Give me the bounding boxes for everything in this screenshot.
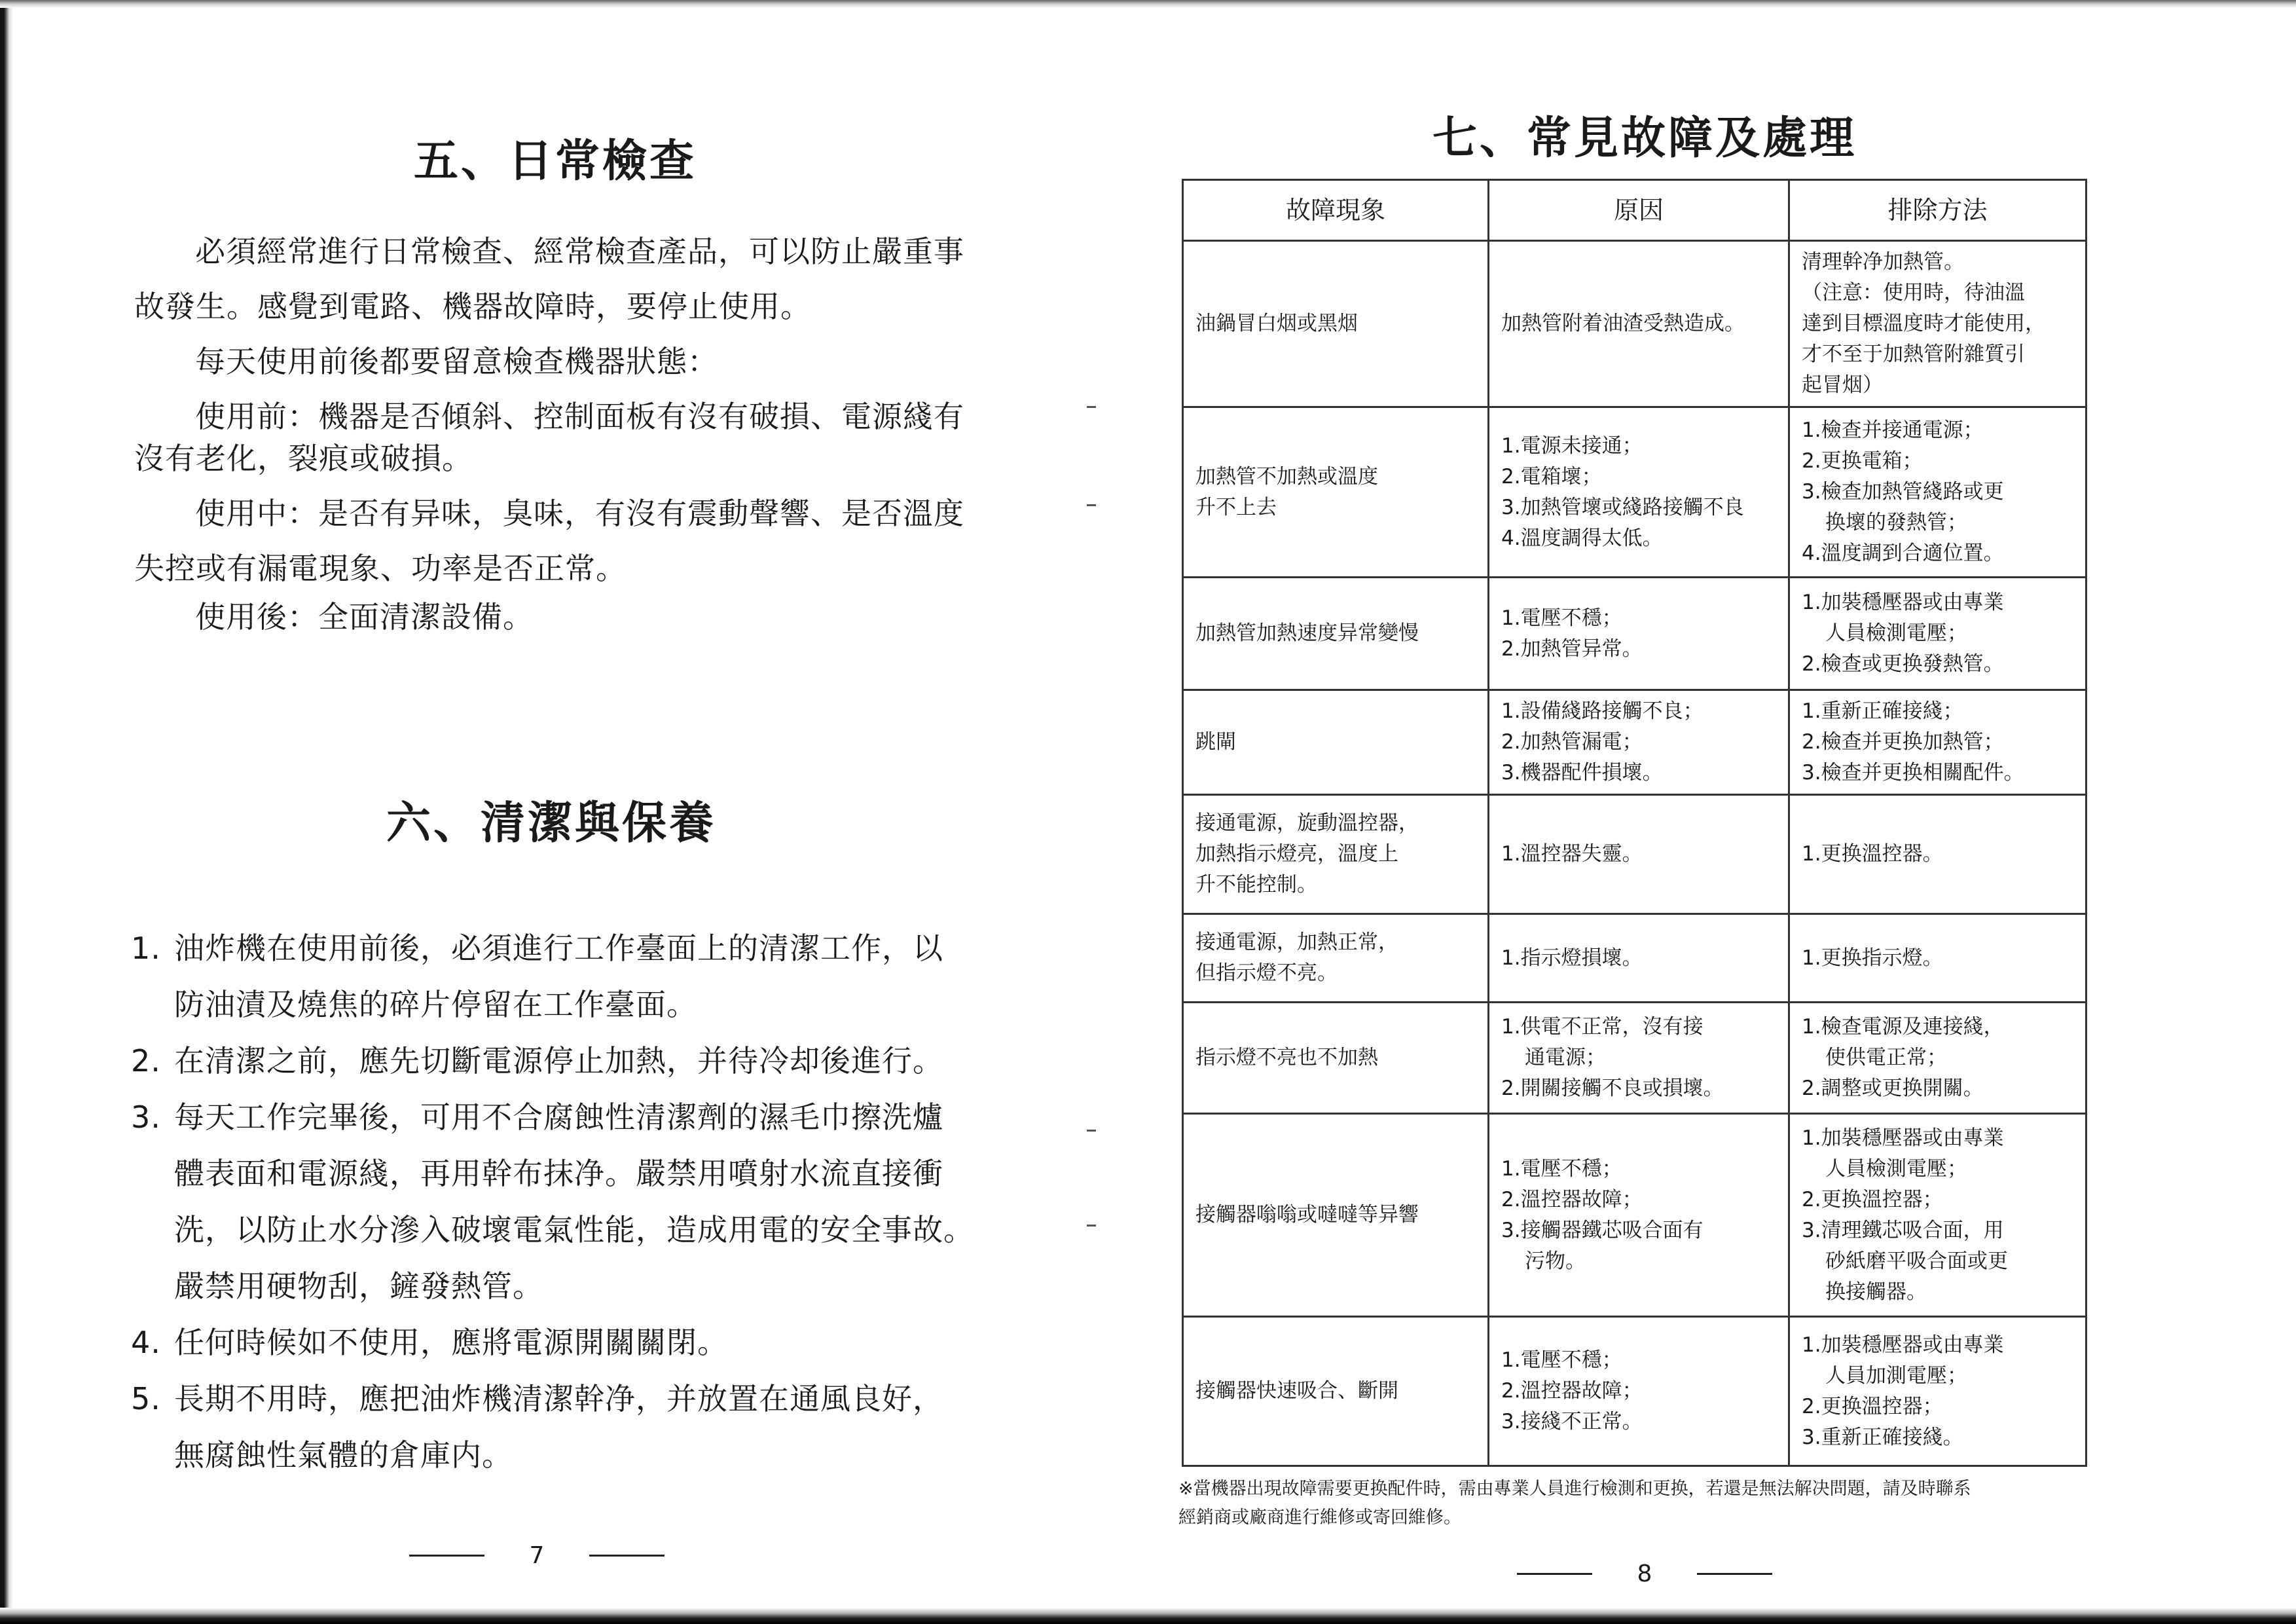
cell-line: 接通電源，加熱正常， bbox=[1195, 931, 1398, 954]
cell-line: 接通電源，旋動溫控器， bbox=[1195, 811, 1419, 835]
cell-line: 2.更换溫控器； bbox=[1802, 1394, 1943, 1418]
cause-cell bbox=[1489, 690, 1789, 795]
cell-line: 2.溫控器故障； bbox=[1501, 1379, 1643, 1403]
table-row bbox=[1183, 795, 2086, 914]
cell-line: 1.設備綫路接觸不良； bbox=[1501, 699, 1704, 723]
symptom-cell bbox=[1183, 1114, 1489, 1317]
daily-check-paragraph: 沒有老化，裂痕或破損。 bbox=[134, 441, 473, 476]
footnote bbox=[1178, 1475, 1971, 1532]
list-line: 任何時候如不使用，應將電源開關關閉。 bbox=[174, 1325, 728, 1360]
table-header-row bbox=[1183, 180, 2086, 241]
table-row bbox=[1183, 1317, 2086, 1466]
cell-line: 3.檢查加熱管綫路或更 bbox=[1802, 480, 2004, 504]
page-rule bbox=[589, 1555, 665, 1557]
solution-cell bbox=[1789, 914, 2086, 1003]
daily-check-paragraph: 使用後：全面清潔設備。 bbox=[195, 599, 534, 635]
cell-line: 3.加熱管壞或綫路接觸不良 bbox=[1501, 495, 1744, 519]
cell-line: 2.開關接觸不良或損壞。 bbox=[1501, 1077, 1724, 1100]
cell-line: 指示燈不亮也不加熱 bbox=[1195, 1046, 1378, 1069]
cell-line: 2.加熱管漏電； bbox=[1501, 730, 1643, 754]
left-page bbox=[0, 0, 1139, 1608]
symptom-cell bbox=[1183, 690, 1489, 795]
solution-cell bbox=[1789, 1114, 2086, 1317]
cell-line: 换壞的發熱管； bbox=[1825, 511, 1967, 534]
cell-line: 3.機器配件損壞。 bbox=[1501, 761, 1663, 784]
list-number: 2. bbox=[131, 1043, 161, 1079]
troubleshooting-table bbox=[1182, 179, 2087, 1467]
daily-check-paragraph: 失控或有漏電現象、功率是否正常。 bbox=[134, 551, 627, 586]
solution-cell bbox=[1789, 795, 2086, 914]
cell-line: 1.檢查電源及連接綫， bbox=[1802, 1015, 2004, 1039]
list-line: 油炸機在使用前後，必須進行工作臺面上的清潔工作，以 bbox=[174, 931, 943, 966]
list-number: 1. bbox=[131, 931, 161, 966]
symptom-cell bbox=[1183, 407, 1489, 578]
solution-cell bbox=[1789, 407, 2086, 578]
cell-line: 1.更换溫控器。 bbox=[1802, 842, 1943, 866]
table-row bbox=[1183, 578, 2086, 690]
cell-line: 清理幹净加熱管。 bbox=[1802, 250, 1964, 274]
cell-line: 加熱管不加熱或溫度 bbox=[1195, 464, 1378, 489]
cell-line: 1.電源未接通； bbox=[1501, 434, 1643, 458]
cell-line: 才不至于加熱管附雜質引 bbox=[1802, 342, 2025, 366]
cell-line: 1.重新正確接綫； bbox=[1802, 699, 1963, 723]
list-number: 5. bbox=[131, 1381, 161, 1416]
list-item bbox=[131, 1314, 974, 1371]
daily-check-paragraph: 使用前：機器是否傾斜、控制面板有沒有破損、電源綫有 bbox=[195, 399, 964, 434]
list-number: 4. bbox=[131, 1325, 161, 1360]
page-number: 8 bbox=[1637, 1560, 1652, 1587]
daily-check-title: 五、日常檢查 bbox=[414, 136, 697, 187]
cell-line: 3.重新正確接綫。 bbox=[1802, 1425, 1963, 1449]
cell-line: 1.檢查并接通電源； bbox=[1802, 418, 1984, 442]
cell-line: 2.調整或更换開關。 bbox=[1802, 1077, 1984, 1100]
cell-line: 1.溫控器失靈。 bbox=[1501, 842, 1643, 866]
cell-line: 砂紙磨平吸合面或更 bbox=[1825, 1249, 2008, 1273]
cell-line: 人員加測電壓； bbox=[1825, 1363, 1967, 1388]
cell-line: 1.更换指示燈。 bbox=[1802, 946, 1943, 970]
list-line: 嚴禁用硬物刮，鏟發熱管。 bbox=[174, 1268, 543, 1304]
cause-cell bbox=[1489, 914, 1789, 1003]
symptom-cell bbox=[1183, 1317, 1489, 1466]
troubleshooting-title: 七、常見故障及處理 bbox=[1432, 113, 1857, 164]
list-item bbox=[131, 1033, 974, 1089]
cell-line: 换接觸器。 bbox=[1825, 1280, 1927, 1304]
scan-bottom-edge bbox=[0, 1608, 2296, 1624]
cell-line: 1.供電不正常，沒有接 bbox=[1501, 1015, 1704, 1039]
table-row bbox=[1183, 690, 2086, 795]
page-rule bbox=[1517, 1573, 1592, 1575]
table-row bbox=[1183, 1003, 2086, 1114]
cell-line: 接觸器快速吸合、斷開 bbox=[1195, 1379, 1398, 1403]
solution-cell bbox=[1789, 1317, 2086, 1466]
cell-line: 2.更换溫控器； bbox=[1802, 1187, 1943, 1211]
cell-line: 達到目標溫度時才能使用， bbox=[1802, 312, 2045, 335]
cell-line: 1.電壓不穩； bbox=[1501, 1156, 1622, 1181]
cell-line: 3.接綫不正常。 bbox=[1501, 1410, 1643, 1433]
cell-line: 加熱管加熱速度异常變慢 bbox=[1195, 621, 1419, 645]
cell-line: 4.溫度調到合適位置。 bbox=[1802, 542, 2004, 565]
table-row bbox=[1183, 914, 2086, 1003]
solution-cell bbox=[1789, 1003, 2086, 1114]
list-line: 在清潔之前，應先切斷電源停止加熱，并待冷却後進行。 bbox=[174, 1043, 943, 1079]
solution-cell bbox=[1789, 690, 2086, 795]
cell-line: 但指示燈不亮。 bbox=[1195, 961, 1338, 985]
cell-line: 2.加熱管异常。 bbox=[1501, 637, 1643, 661]
cell-line: 3.接觸器鐵芯吸合面有 bbox=[1501, 1218, 1704, 1242]
column-header-solution: 排除方法 bbox=[1789, 180, 2086, 241]
cell-line: 加熱指示燈亮，溫度上 bbox=[1195, 842, 1398, 866]
list-item bbox=[131, 920, 974, 1033]
symptom-cell bbox=[1183, 578, 1489, 690]
list-number: 3. bbox=[131, 1099, 161, 1135]
cell-line: 1.加裝穩壓器或由專業 bbox=[1802, 591, 2004, 614]
solution-cell bbox=[1789, 578, 2086, 690]
solution-cell bbox=[1789, 241, 2086, 407]
cell-line: 使供電正常； bbox=[1825, 1046, 1947, 1069]
cause-cell bbox=[1489, 795, 1789, 914]
cause-cell bbox=[1489, 578, 1789, 690]
page-rule bbox=[1697, 1573, 1772, 1575]
table-row bbox=[1183, 241, 2086, 407]
table-row bbox=[1183, 407, 2086, 578]
cell-line: 2.檢查或更换發熱管。 bbox=[1802, 652, 2004, 676]
cause-cell bbox=[1489, 1003, 1789, 1114]
daily-check-paragraph: 必須經常進行日常檢查、經常檢查產品，可以防止嚴重事 bbox=[195, 234, 964, 269]
cell-line: 1.電壓不穩； bbox=[1501, 1348, 1622, 1372]
symptom-cell bbox=[1183, 914, 1489, 1003]
cause-cell bbox=[1489, 407, 1789, 578]
cell-line: 人員檢測電壓； bbox=[1825, 621, 1967, 645]
cell-line: 3.檢查并更换相關配件。 bbox=[1802, 761, 2024, 784]
daily-check-paragraph: 故發生。感覺到電路、機器故障時，要停止使用。 bbox=[134, 289, 811, 324]
table-row bbox=[1183, 1114, 2086, 1317]
cell-line: 1.指示燈損壞。 bbox=[1501, 946, 1643, 970]
page-rule bbox=[409, 1555, 484, 1557]
list-line: 每天工作完畢後，可用不合腐蝕性清潔劑的濕毛巾擦洗爐 bbox=[174, 1099, 943, 1135]
cell-line: 2.檢查并更换加熱管； bbox=[1802, 730, 2004, 754]
footnote-line: 經銷商或廠商進行維修或寄回維修。 bbox=[1178, 1507, 1461, 1528]
page-number-right bbox=[1517, 1560, 1772, 1587]
cell-line: 2.更换電箱； bbox=[1802, 449, 1923, 473]
symptom-cell bbox=[1183, 1003, 1489, 1114]
list-line: 無腐蝕性氣體的倉庫内。 bbox=[174, 1437, 513, 1473]
daily-check-paragraph: 每天使用前後都要留意檢查機器狀態： bbox=[195, 344, 718, 379]
cell-line: （注意：使用時，待油溫 bbox=[1802, 281, 2025, 304]
cell-line: 起冒烟） bbox=[1802, 373, 1883, 397]
footnote-line: ※當機器出現故障需要更换配件時，需由專業人員進行檢測和更换，若還是無法解决問題，請及時聯系 bbox=[1178, 1479, 1971, 1499]
list-line: 體表面和電源綫，再用幹布抹净。嚴禁用噴射水流直接衝 bbox=[174, 1156, 943, 1191]
page-number-left bbox=[409, 1542, 665, 1569]
list-item bbox=[131, 1371, 974, 1483]
page-number: 7 bbox=[529, 1542, 545, 1569]
cell-line: 跳閘 bbox=[1195, 730, 1236, 754]
symptom-cell bbox=[1183, 795, 1489, 914]
symptom-cell bbox=[1183, 241, 1489, 407]
cell-line: 人員檢測電壓； bbox=[1825, 1156, 1967, 1181]
cell-line: 油鍋冒白烟或黑烟 bbox=[1195, 312, 1358, 335]
cell-line: 1.加裝穩壓器或由專業 bbox=[1802, 1126, 2004, 1150]
cell-line: 3.清理鐵芯吸合面，用 bbox=[1802, 1218, 2004, 1242]
cell-line: 接觸器嗡嗡或噠噠等异響 bbox=[1195, 1203, 1419, 1227]
cell-line: 2.溫控器故障； bbox=[1501, 1187, 1643, 1211]
list-item bbox=[131, 1089, 974, 1314]
cell-line: 1.加裝穩壓器或由專業 bbox=[1802, 1333, 2004, 1357]
column-header-cause: 原因 bbox=[1489, 180, 1789, 241]
list-line: 洗，以防止水分滲入破壞電氣性能，造成用電的安全事故。 bbox=[174, 1212, 974, 1247]
cell-line: 加熱管附着油渣受熱造成。 bbox=[1501, 312, 1745, 335]
cell-line: 2.電箱壞； bbox=[1501, 464, 1602, 489]
cleaning-title: 六、清潔與保養 bbox=[386, 798, 717, 849]
list-line: 防油漬及燒焦的碎片停留在工作臺面。 bbox=[174, 987, 697, 1022]
daily-check-paragraph: 使用中：是否有异味，臭味，有沒有震動聲響、是否溫度 bbox=[195, 496, 964, 531]
column-header-symptom: 故障現象 bbox=[1183, 180, 1489, 241]
cleaning-list bbox=[131, 920, 974, 1483]
cell-line: 污物。 bbox=[1525, 1249, 1586, 1273]
cell-line: 通電源； bbox=[1525, 1046, 1606, 1069]
cell-line: 升不能控制。 bbox=[1195, 873, 1317, 896]
cell-line: 1.電壓不穩； bbox=[1501, 606, 1622, 630]
cause-cell bbox=[1489, 241, 1789, 407]
cause-cell bbox=[1489, 1114, 1789, 1317]
cell-line: 升不上去 bbox=[1195, 495, 1277, 519]
list-line: 長期不用時，應把油炸機清潔幹净，并放置在通風良好， bbox=[174, 1381, 943, 1416]
cause-cell bbox=[1489, 1317, 1789, 1466]
cell-line: 4.溫度調得太低。 bbox=[1501, 526, 1663, 550]
